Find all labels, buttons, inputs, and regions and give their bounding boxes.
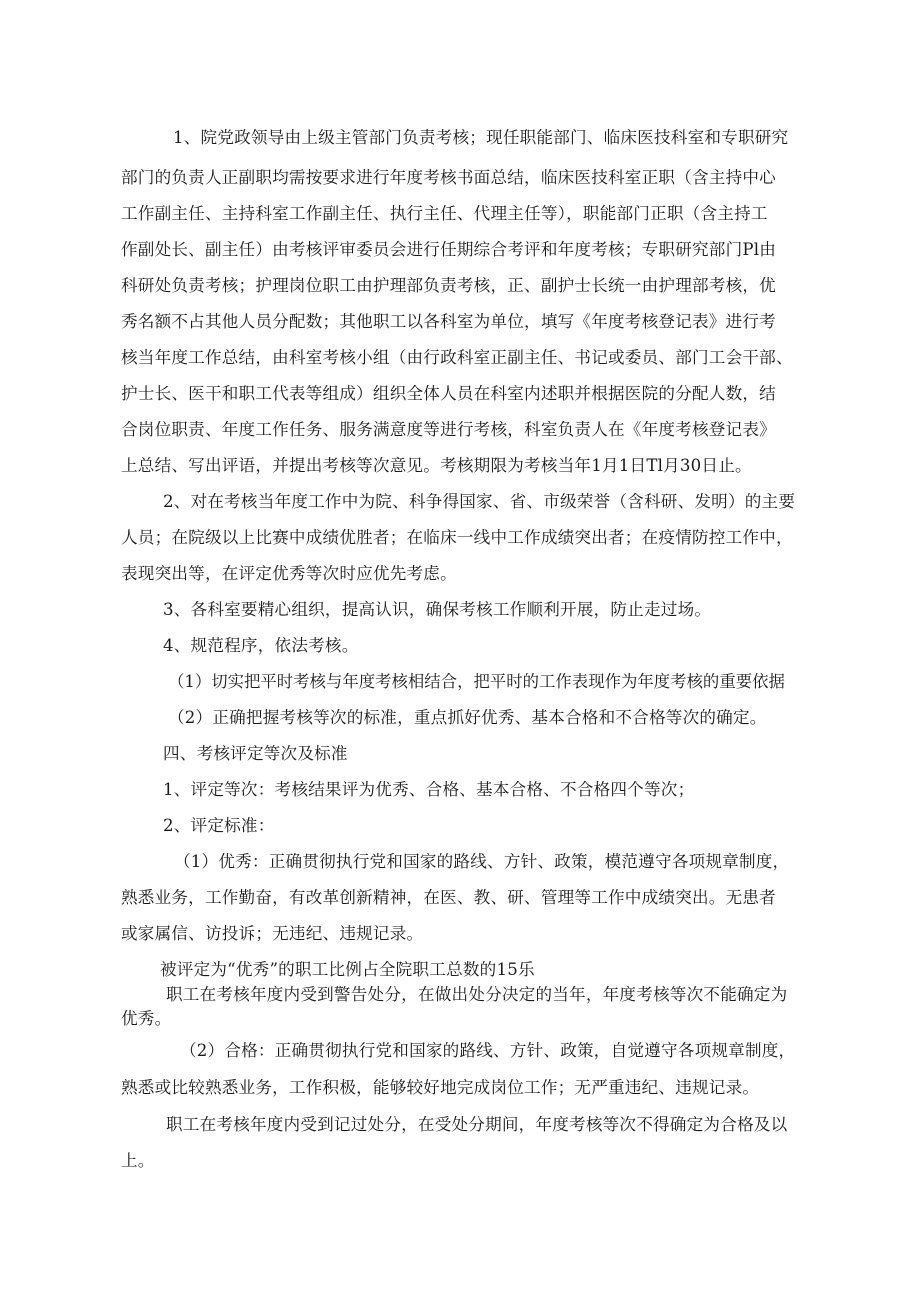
paragraph-1-line-6: 秀名额不占其他人员分配数；其他职工以各科室为单位，填写《年度考核登记表》进行考: [121, 312, 776, 331]
excellent-line-3: 或家属信、访投诉；无违纪、违规记录。: [121, 924, 424, 943]
item-4: 4、规范程序，依法考核。: [163, 636, 359, 655]
warning-line-1: 职工在考核年度内受到警告处分，在做出处分决定的当年，年度考核等次不能确定为: [166, 985, 788, 1004]
item-4-sub-1: （1）切实把平时考核与年度考核相结合，把平时的工作表现作为年度考核的重要依据: [168, 672, 785, 691]
section-heading-4: 四、考核评定等次及标准: [163, 744, 348, 763]
paragraph-1-line-9: 合岗位职责、年度工作任务、服务满意度等进行考核，科室负责人在《年度考核登记表》: [121, 420, 776, 439]
excellent-ratio: 被评定为“优秀”的职工比例占全院职工总数的15乐: [160, 960, 535, 979]
item-3: 3、各科室要精心组织，提高认识，确保考核工作顺利开展，防止走过场。: [163, 600, 712, 619]
grading-levels: 1、评定等次：考核结果评为优秀、合格、基本合格、不合格四个等次；: [163, 780, 695, 799]
paragraph-1-line-1: 1、院党政领导由上级主管部门负责考核；现任职能部门、临床医技科室和专职研究: [173, 128, 789, 147]
warning-line-2: 优秀。: [121, 1009, 172, 1028]
excellent-line-2: 熟悉业务，工作勤奋，有改革创新精神，在医、教、研、管理等工作中成绩突出。无患者: [121, 888, 776, 907]
paragraph-1-line-10: 上总结、写出评语，并提出考核等次意见。考核期限为考核当年1月1日Tl月30日止。: [121, 456, 752, 475]
item-4-sub-2: （2）正确把握考核等次的标准，重点抓好优秀、基本合格和不合格等次的确定。: [168, 708, 767, 727]
paragraph-1-line-8: 护士长、医干和职工代表等组成）组织全体人员在科室内述职并根据医院的分配人数，结: [121, 384, 776, 403]
paragraph-1-line-5: 科研处负责考核；护理岗位职工由护理部负责考核，正、副护士长统一由护理部考核，优: [121, 276, 776, 295]
qualified-line-2: 熟悉或比较熟悉业务，工作积极，能够较好地完成岗位工作；无严重违纪、违规记录。: [121, 1078, 760, 1097]
demerit-line-1: 职工在考核年度内受到记过处分，在受处分期间，年度考核等次不得确定为合格及以: [166, 1115, 788, 1134]
qualified-line-1: （2）合格：正确贯彻执行党和国家的路线、方针、政策，自觉遵守各项规章制度，: [180, 1041, 796, 1060]
paragraph-1-line-7: 核当年度工作总结，由科室考核小组（由行政科室正副主任、书记或委员、部门工会干部、: [121, 348, 793, 367]
excellent-line-1: （1）优秀：正确贯彻执行党和国家的路线、方针、政策，模范遵守各项规章制度，: [174, 852, 790, 871]
paragraph-2-line-2: 人员；在院级以上比赛中成绩优胜者；在临床一线中工作成绩突出者；在疫情防控工作中，: [121, 528, 793, 547]
paragraph-1-line-4: 作副处长、副主任）由考核评审委员会进行任期综合考评和年度考核；专职研究部门Pl由: [121, 240, 777, 259]
paragraph-2-line-3: 表现突出等，在评定优秀等次时应优先考虑。: [121, 564, 457, 583]
paragraph-1-line-3: 工作副主任、主持科室工作副主任、执行主任、代理主任等），职能部门正职（含主持工: [121, 204, 768, 223]
paragraph-2-line-1: 2、对在考核当年度工作中为院、科争得国家、省、市级荣誉（含科研、发明）的主要: [163, 492, 796, 511]
demerit-line-2: 上。: [121, 1151, 155, 1170]
grading-standards: 2、评定标准：: [163, 816, 275, 835]
paragraph-1-line-2: 部门的负责人正副职均需按要求进行年度考核书面总结，临床医技科室正职（含主持中心: [121, 168, 776, 187]
